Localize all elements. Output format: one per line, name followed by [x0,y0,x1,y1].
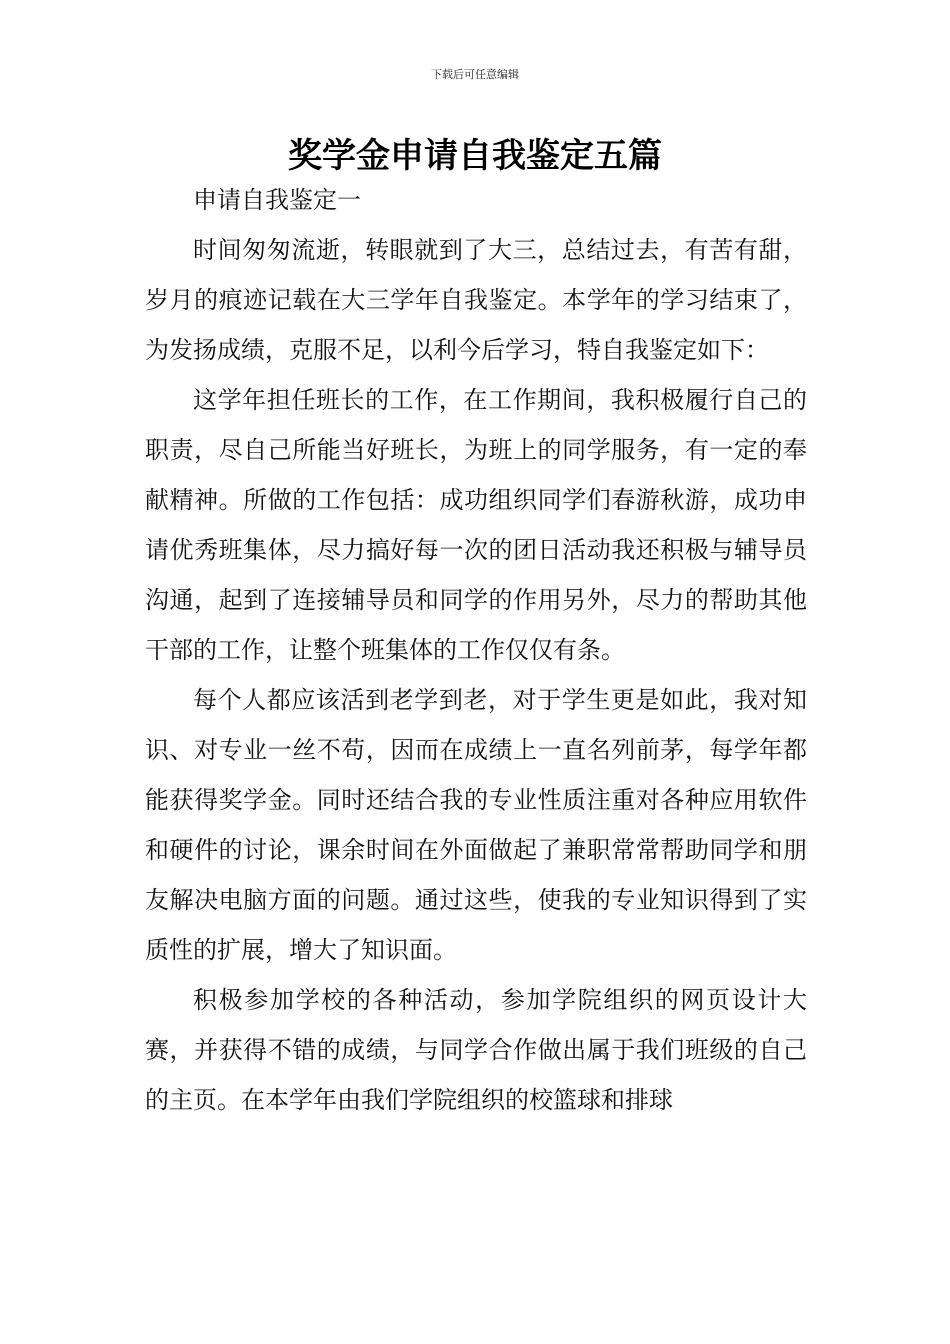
document-body [145,175,807,1125]
paragraph-3: 每个人都应该活到老学到老，对于学生更是如此，我对知识、对专业一丝不苟，因而在成绩上一直名列前茅，每学年都能获得奖学金。同时还结合我的专业性质注重对各种应用软件和硬件的讨论，课余时间在外面做起了兼职常常帮助同学和朋友解决电脑方面的问题。通过这些，使我的专业知识得到了实质性的扩展，增大了知识面。 [145,686,807,964]
document-title: 奖学金申请自我鉴定五篇 [288,136,662,176]
paragraph-1: 时间匆匆流逝，转眼就到了大三，总结过去，有苦有甜，岁月的痕迹记载在大三学年自我鉴定。本学年的学习结束了，为发扬成绩，克服不足，以利今后学习，特自我鉴定如下： [145,236,807,364]
paragraph-2: 这学年担任班长的工作，在工作期间，我积极履行自己的职责，尽自己所能当好班长，为班上的同学服务，有一定的奉献精神。所做的工作包括：成功组织同学们春游秋游，成功申请优秀班集体，尽力搞好每一次的团日活动我还积极与辅导员沟通，起到了连接辅导员和同学的作用另外，尽力的帮助其他干部的工作，让整个班集体的工作仅仅有条。 [145,386,807,664]
section-heading: 申请自我鉴定一 [193,186,361,214]
paragraph-4: 积极参加学校的各种活动，参加学院组织的网页设计大赛，并获得不错的成绩，与同学合作做出属于我们班级的自己的主页。在本学年由我们学院组织的校篮球和排球 [145,986,807,1114]
header-note: 下载后可任意编辑 [431,68,519,81]
